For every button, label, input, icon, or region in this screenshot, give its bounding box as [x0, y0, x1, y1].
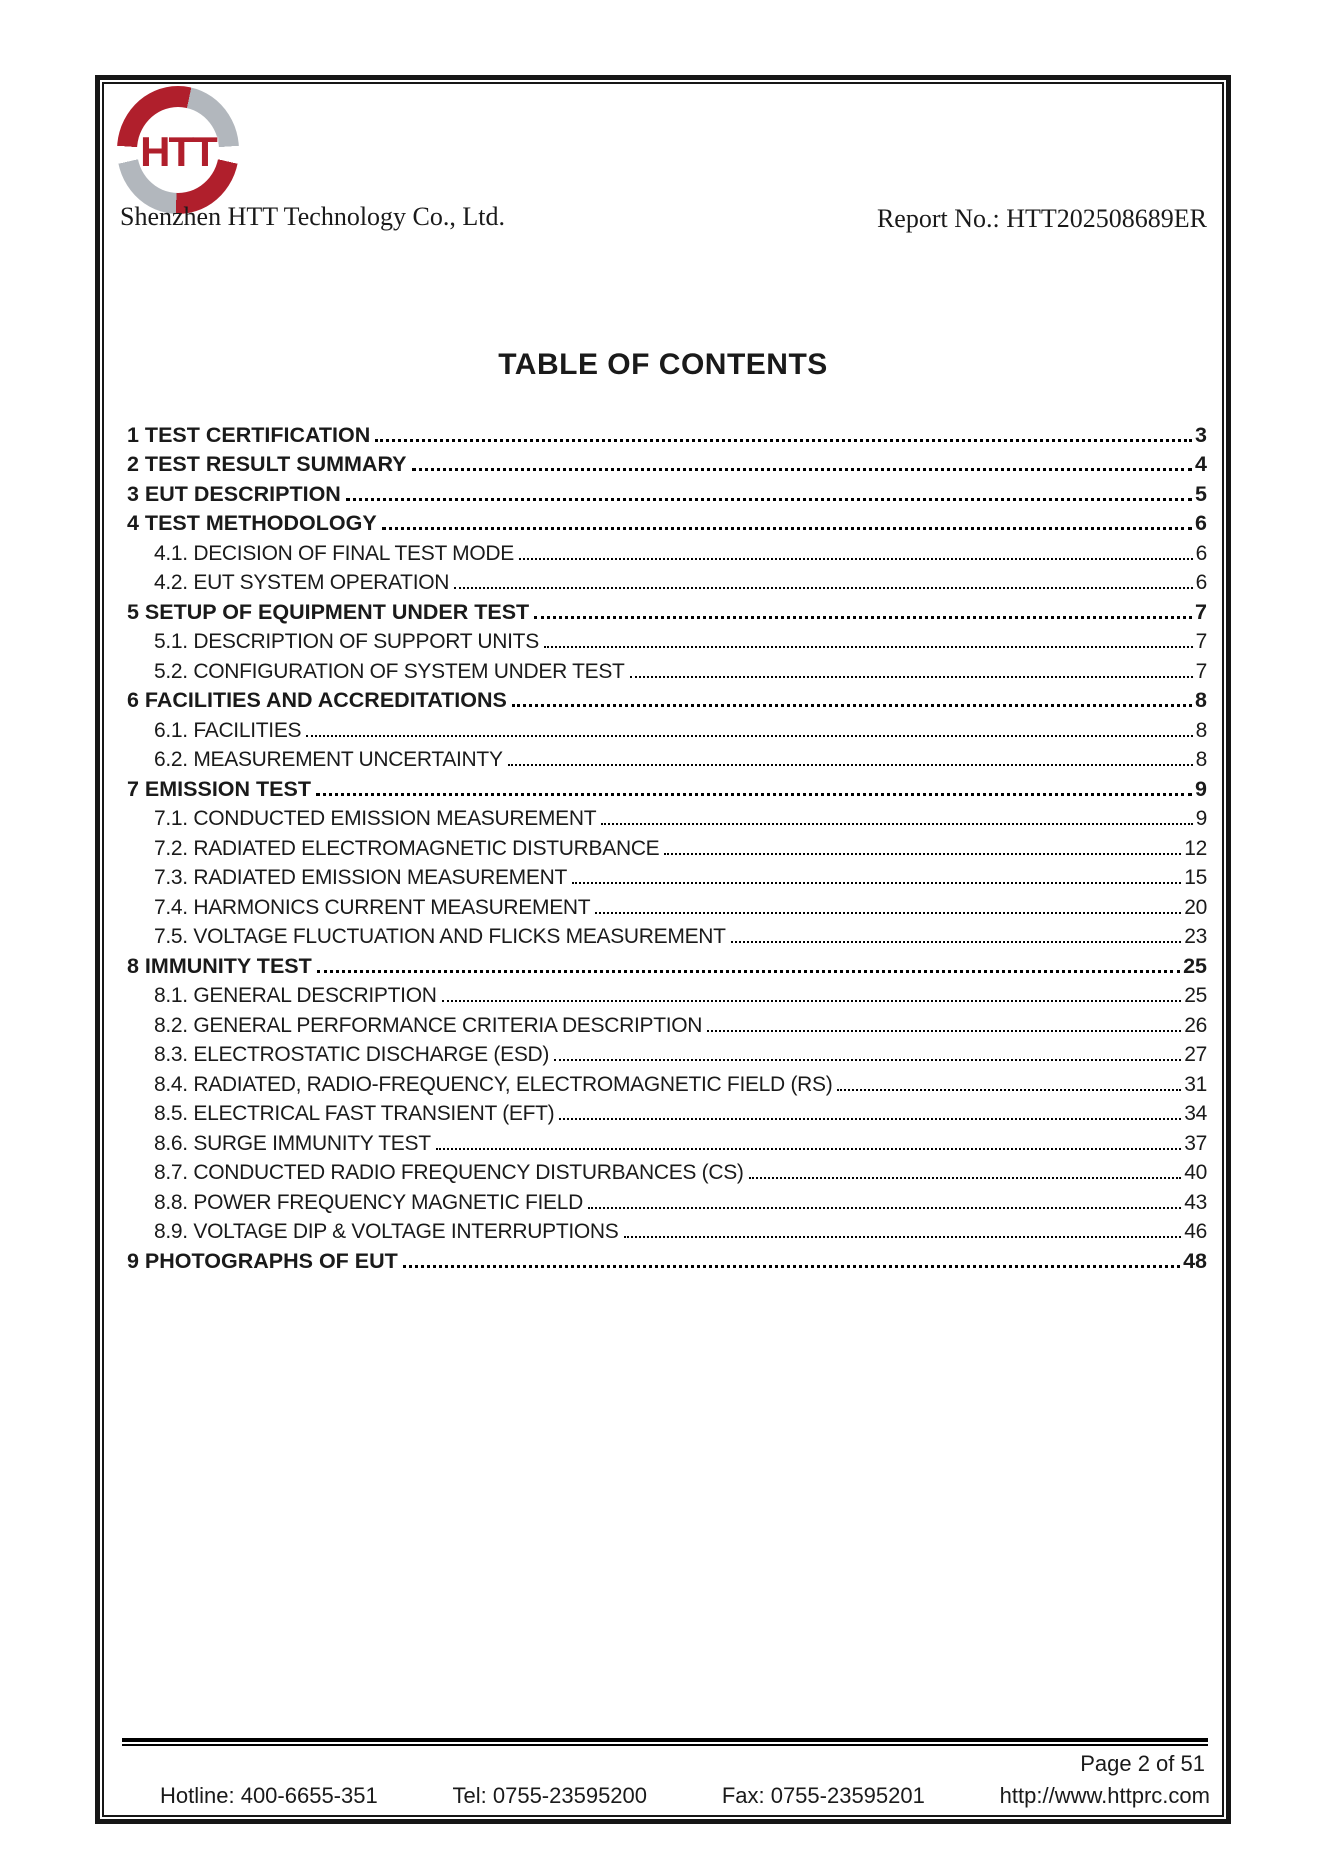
toc-entry	[127, 772, 1207, 802]
toc-entry	[127, 448, 1207, 478]
toc-page-number: 7	[1195, 659, 1207, 683]
toc-dot-leader	[454, 587, 1192, 589]
toc-page-number: 25	[1184, 984, 1207, 1007]
toc-entry-label: 2 TEST RESULT SUMMARY	[127, 452, 407, 476]
toc-page-number: 23	[1184, 925, 1207, 948]
toc-entry	[127, 979, 1207, 1009]
toc-entry-label: 7.4. HARMONICS CURRENT MEASUREMENT	[154, 895, 591, 919]
toc-entry-label: 8.1. GENERAL DESCRIPTION	[154, 984, 437, 1007]
toc-dot-leader	[630, 676, 1193, 678]
toc-page-number: 9	[1195, 776, 1207, 801]
toc-page-number: 3	[1195, 422, 1207, 447]
toc-dot-leader	[519, 558, 1193, 560]
toc-dot-leader	[731, 941, 1182, 943]
toc-entry	[127, 477, 1207, 507]
toc-page-number: 48	[1183, 1248, 1207, 1273]
company-name: Shenzhen HTT Technology Co., Ltd.	[120, 202, 505, 231]
toc-entry	[127, 743, 1207, 773]
toc-page-number: 15	[1184, 866, 1207, 889]
toc-dot-leader	[403, 1265, 1180, 1268]
footer-hotline: Hotline: 400-6655-351	[160, 1783, 378, 1808]
logo-text: HTT	[140, 127, 216, 175]
toc-dot-leader	[588, 1207, 1181, 1209]
toc-page-number: 8	[1195, 748, 1207, 771]
toc-entry-label: 8.2. GENERAL PERFORMANCE CRITERIA DESCRIPTION	[154, 1013, 703, 1037]
toc-entry	[127, 625, 1207, 655]
toc-dot-leader	[436, 1148, 1181, 1150]
toc-dot-leader	[442, 1000, 1182, 1002]
toc-page-number: 34	[1184, 1102, 1207, 1125]
toc-entry-label: 6 FACILITIES AND ACCREDITATIONS	[127, 688, 507, 712]
toc-page-number: 12	[1184, 836, 1207, 860]
toc-entry-label: 7.1. CONDUCTED EMISSION MEASUREMENT	[154, 807, 597, 830]
toc-dot-leader	[624, 1236, 1182, 1238]
toc-dot-leader	[595, 912, 1181, 914]
toc-page-number: 6	[1195, 541, 1207, 565]
toc-entry-label: 4.1. DECISION OF FINAL TEST MODE	[154, 541, 514, 565]
toc-entry-label: 5 SETUP OF EQUIPMENT UNDER TEST	[127, 599, 530, 624]
toc-dot-leader	[317, 970, 1180, 973]
toc-page-number: 5	[1195, 481, 1207, 506]
toc-entry	[127, 536, 1207, 566]
toc-dot-leader	[508, 764, 1193, 766]
toc-dot-leader	[346, 498, 1192, 501]
toc-dot-leader	[572, 882, 1181, 884]
toc-entry	[127, 949, 1207, 979]
toc-entry-label: 8.6. SURGE IMMUNITY TEST	[154, 1131, 431, 1155]
toc-entry	[127, 1185, 1207, 1215]
footer-separator	[122, 1738, 1208, 1746]
toc-page-number: 31	[1184, 1072, 1207, 1096]
toc-page-number: 9	[1195, 807, 1207, 830]
toc-dot-leader	[664, 853, 1181, 855]
toc-entry	[127, 595, 1207, 625]
toc-entry	[127, 507, 1207, 537]
toc-entry-label: 8.4. RADIATED, RADIO-FREQUENCY, ELECTROMAGNETIC FIELD (RS)	[154, 1072, 833, 1096]
toc-list	[127, 418, 1207, 1274]
page-indicator: Page 2 of 51	[1080, 1751, 1205, 1776]
toc-title: TABLE OF CONTENTS	[498, 348, 828, 381]
toc-entry-label: 7 EMISSION TEST	[127, 776, 311, 801]
toc-entry	[127, 1126, 1207, 1156]
footer-contacts	[160, 1783, 1210, 1809]
toc-page-number: 46	[1184, 1220, 1207, 1243]
report-number: Report No.: HTT202508689ER	[876, 204, 1207, 233]
toc-dot-leader	[544, 646, 1193, 648]
toc-entry	[127, 1067, 1207, 1097]
toc-dot-leader	[412, 468, 1193, 471]
footer-fax: Fax: 0755-23595201	[721, 1783, 925, 1808]
toc-page-number: 26	[1184, 1013, 1207, 1037]
toc-entry-label: 5.1. DESCRIPTION OF SUPPORT UNITS	[154, 630, 539, 653]
toc-entry-label: 4.2. EUT SYSTEM OPERATION	[154, 571, 450, 594]
toc-entry-label: 6.2. MEASUREMENT UNCERTAINTY	[154, 748, 503, 771]
toc-entry-label: 5.2. CONFIGURATION OF SYSTEM UNDER TEST	[154, 659, 625, 683]
toc-entry-label: 8.8. POWER FREQUENCY MAGNETIC FIELD	[154, 1190, 584, 1214]
toc-dot-leader	[707, 1030, 1181, 1032]
toc-dot-leader	[375, 439, 1192, 442]
htt-logo-icon	[117, 86, 239, 214]
toc-entry	[127, 1038, 1207, 1068]
toc-dot-leader	[512, 704, 1192, 707]
toc-entry-label: 6.1. FACILITIES	[154, 718, 302, 742]
toc-entry-label: 8.5. ELECTRICAL FAST TRANSIENT (EFT)	[154, 1102, 555, 1125]
toc-dot-leader	[749, 1177, 1182, 1179]
toc-dot-leader	[306, 735, 1192, 737]
toc-entry-label: 7.2. RADIATED ELECTROMAGNETIC DISTURBANCE	[154, 836, 660, 860]
toc-page-number: 25	[1183, 953, 1207, 978]
toc-entry-label: 3 EUT DESCRIPTION	[127, 481, 341, 506]
toc-entry	[127, 802, 1207, 832]
toc-dot-leader	[559, 1118, 1181, 1120]
toc-entry-label: 7.3. RADIATED EMISSION MEASUREMENT	[154, 866, 567, 889]
toc-entry	[127, 890, 1207, 920]
toc-dot-leader	[837, 1089, 1181, 1091]
toc-entry	[127, 1097, 1207, 1127]
toc-entry-label: 8.3. ELECTROSTATIC DISCHARGE (ESD)	[154, 1043, 550, 1066]
toc-entry	[127, 920, 1207, 950]
toc-entry	[127, 1244, 1207, 1274]
toc-entry-label: 1 TEST CERTIFICATION	[127, 422, 371, 447]
toc-dot-leader	[534, 616, 1192, 619]
toc-page-number: 40	[1184, 1161, 1207, 1184]
toc-entry-label: 8.9. VOLTAGE DIP & VOLTAGE INTERRUPTIONS	[154, 1220, 619, 1243]
toc-entry	[127, 654, 1207, 684]
toc-entry-label: 8 IMMUNITY TEST	[127, 953, 312, 978]
footer-url: http://www.httprc.com	[999, 1783, 1210, 1808]
toc-page-number: 8	[1195, 718, 1207, 742]
toc-entry-label: 7.5. VOLTAGE FLUCTUATION AND FLICKS MEASUREMENT	[154, 925, 726, 948]
toc-entry	[127, 418, 1207, 448]
toc-entry	[127, 1008, 1207, 1038]
toc-page-number: 20	[1184, 895, 1207, 919]
toc-page-number: 6	[1195, 511, 1207, 535]
footer-tel: Tel: 0755-23595200	[452, 1783, 648, 1808]
toc-entry	[127, 1156, 1207, 1186]
toc-entry	[127, 713, 1207, 743]
toc-entry-label: 8.7. CONDUCTED RADIO FREQUENCY DISTURBANCES (CS)	[154, 1161, 744, 1184]
toc-entry	[127, 831, 1207, 861]
toc-entry	[127, 566, 1207, 596]
toc-entry-label: 9 PHOTOGRAPHS OF EUT	[127, 1248, 398, 1273]
toc-page-number: 27	[1184, 1043, 1207, 1066]
toc-entry	[127, 684, 1207, 714]
toc-page-number: 7	[1195, 630, 1207, 653]
toc-dot-leader	[382, 527, 1192, 530]
toc-dot-leader	[601, 823, 1192, 825]
toc-entry	[127, 1215, 1207, 1245]
toc-dot-leader	[554, 1059, 1181, 1061]
toc-page-number: 6	[1195, 571, 1207, 594]
toc-dot-leader	[316, 793, 1192, 796]
toc-page-number: 43	[1184, 1190, 1207, 1214]
toc-page-number: 4	[1195, 452, 1207, 476]
toc-page-number: 37	[1184, 1131, 1207, 1155]
toc-page-number: 7	[1195, 599, 1207, 624]
toc-entry-label: 4 TEST METHODOLOGY	[127, 511, 377, 535]
toc-entry	[127, 861, 1207, 891]
toc-page-number: 8	[1195, 688, 1207, 712]
